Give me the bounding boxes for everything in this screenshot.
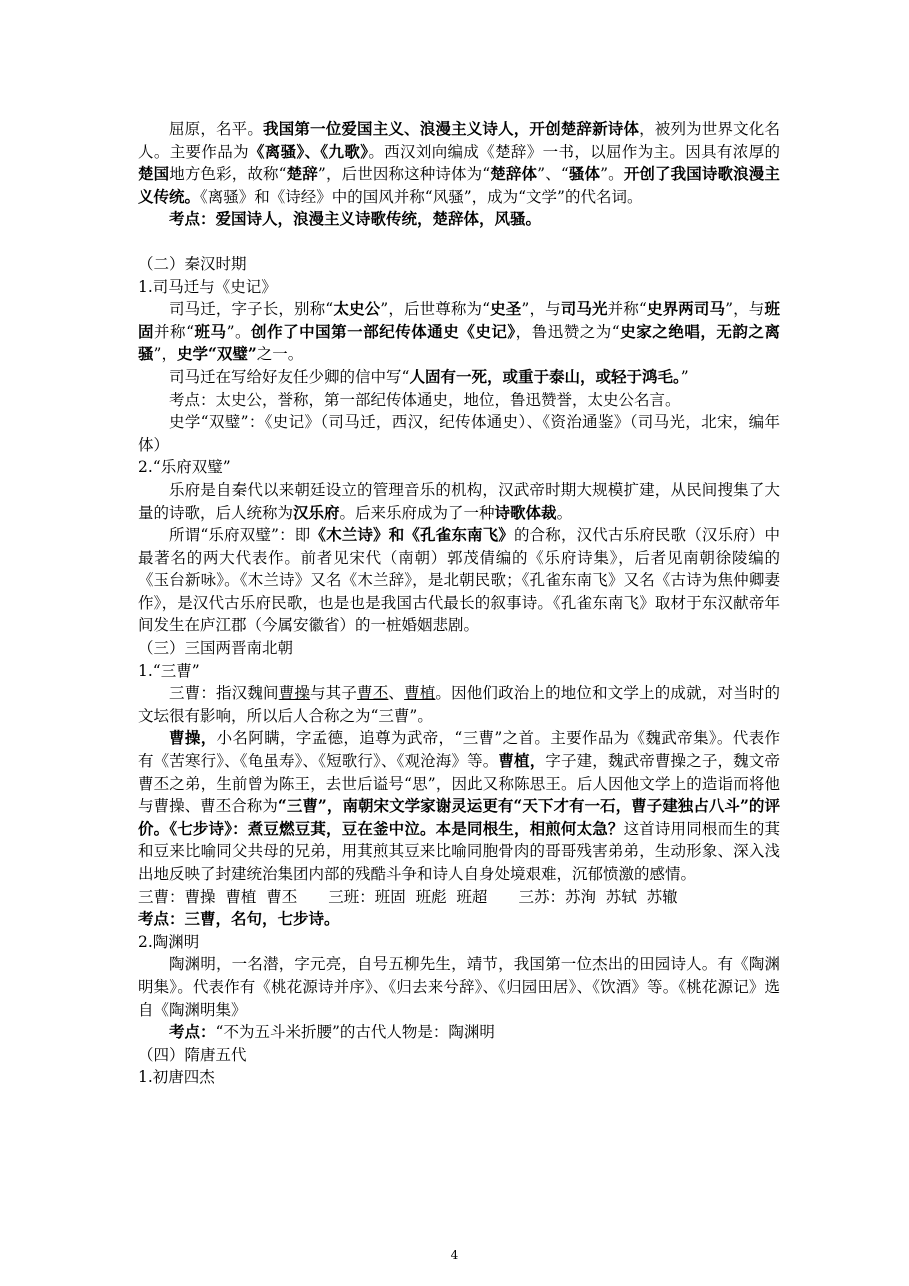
kaodian-quyuan: 考点：爱国诗人，浪漫主义诗歌传统，楚辞体，风骚。 (169, 209, 542, 229)
subsection-title-taoyuanming: 2.陶渊明 (138, 932, 200, 951)
paragraph-yuefu-shuangbi: 所谓“乐府双璧”：即《木兰诗》和《孔雀东南飞》的合称，汉代古乐府民歌（汉乐府）中最著名的两大代表作。前者见宋代（南朝）郭茂倩编的《乐府诗集》，后者见南朝徐陵编的《玉台新咏》。《木兰诗》又名《木兰辞》，是北朝民歌；《孔雀东南飞》又名《古诗为焦仲卿妻作》，是汉代古乐府民歌，也是也是我国古代最长的叙事诗。《孔雀东南飞》取材于东汉献帝年间发生在庐江郡（今属安徽省）的一桩婚姻悲剧。 (138, 525, 780, 635)
subsection-title-yuefu: 2.“乐府双璧” (138, 458, 231, 477)
kaodian-simaqian: 考点：太史公，誉称，第一部纪传体通史，地位，鲁迅赞誉，太史公名言。 (169, 390, 681, 409)
paragraph-quyuan: 屈原，名平。我国第一位爱国主义、浪漫主义诗人，开创楚辞新诗体，被列为世界文化名人。主要作品为《离骚》、《九歌》。西汉刘向编成《楚辞》一书，以屈作为主。因具有浓厚的楚国地方色彩，故称“楚辞”，后世因称这种诗体为“楚辞体”、“骚体”。开创了我国诗歌浪漫主义传统。《离骚》和《诗经》中的国风并称“风骚”，成为“文学”的代名词。 (138, 119, 780, 206)
paragraph-simaqian-quote: 司马迁在写给好友任少卿的信中写“人固有一死，或重于泰山，或轻于鸿毛。” (169, 366, 689, 386)
paragraph-yuefu: 乐府是自秦代以来朝廷设立的管理音乐的机构，汉武帝时期大规模扩建，从民间搜集了大量的诗歌，后人统称为汉乐府。后来乐府成为了一种诗歌体裁。 (138, 480, 780, 522)
kaodian-sancao: 考点：三曹，名句，七步诗。 (138, 909, 340, 929)
paragraph-sancao: 三曹：指汉魏间曹操与其子曹丕、曹植。因他们政治上的地位和文学上的成就，对当时的文坛很有影响，所以后人合称之为“三曹”。 (138, 684, 780, 725)
subsection-title-simaqian: 1.司马迁与《史记》 (138, 277, 277, 296)
section-gap (138, 231, 780, 253)
paragraph-caocao-caozhi: 曹操，小名阿瞒，字孟德，追尊为武帝，“三曹”之首。主要作品为《魏武帝集》。代表作有《苦寒行》、《龟虽寿》、《短歌行》、《观沧海》等。曹植，字子建，魏武帝曹操之子，魏文帝曹丕之弟，生前曾为陈王，去世后谥号“思”，因此又称陈思王。后人因他文学上的造诣而将他与曹操、曹丕合称为“三曹”，南朝宋文学家谢灵运更有“天下才有一石，曹子建独占八斗”的评价。《七步诗》：煮豆燃豆萁，豆在釜中泣。本是同根生，相煎何太急？这首诗用同根而生的萁和豆来比喻同父共母的兄弟，用萁煎其豆来比喻同胞骨肉的哥哥残害弟弟，生动形象、深入浅出地反映了封建统治集团内部的残酷斗争和诗人自身处境艰难，沉郁愤激的感情。 (138, 728, 780, 883)
section-title-sanguo: （三）三国两晋南北朝 (138, 639, 294, 658)
kaodian-taoyuanming: 考点：“不为五斗米折腰”的古代人物是：陶渊明 (169, 1022, 495, 1042)
page-content (138, 118, 780, 1089)
section-title-qinhan: （二）秦汉时期 (138, 254, 247, 273)
subsection-title-sancao: 1.“三曹” (138, 661, 200, 680)
summary-san-families: 三曹：曹操 曹植 曹丕 三班：班固 班彪 班超 三苏：苏洵 苏轼 苏辙 (138, 887, 678, 906)
subsection-title-chutang-sijie: 1.初唐四杰 (138, 1068, 215, 1087)
section-title-suitang: （四）隋唐五代 (138, 1045, 247, 1064)
paragraph-taoyuanming: 陶渊明，一名潜，字元亮，自号五柳先生，靖节，我国第一位杰出的田园诗人。有《陶渊明集》。代表作有《桃花源诗并序》、《归去来兮辞》、《归园田居》、《饮酒》等。《桃花源记》选自《陶渊明集》 (138, 955, 780, 1019)
page-number: 4 (450, 1248, 459, 1262)
paragraph-simaqian: 司马迁，字子长，别称“太史公”，后世尊称为“史圣”，与司马光并称“史界两司马”，与班固并称“班马”。创作了中国第一部纪传体通史《史记》，鲁迅赞之为“史家之绝唱，无韵之离骚”，史学“双璧”之一。 (138, 299, 780, 364)
paragraph-shixue-shuangbi: 史学“双璧”：《史记》（司马迁，西汉，纪传体通史）、《资治通鉴》（司马光，北宋，编年体） (138, 413, 780, 454)
